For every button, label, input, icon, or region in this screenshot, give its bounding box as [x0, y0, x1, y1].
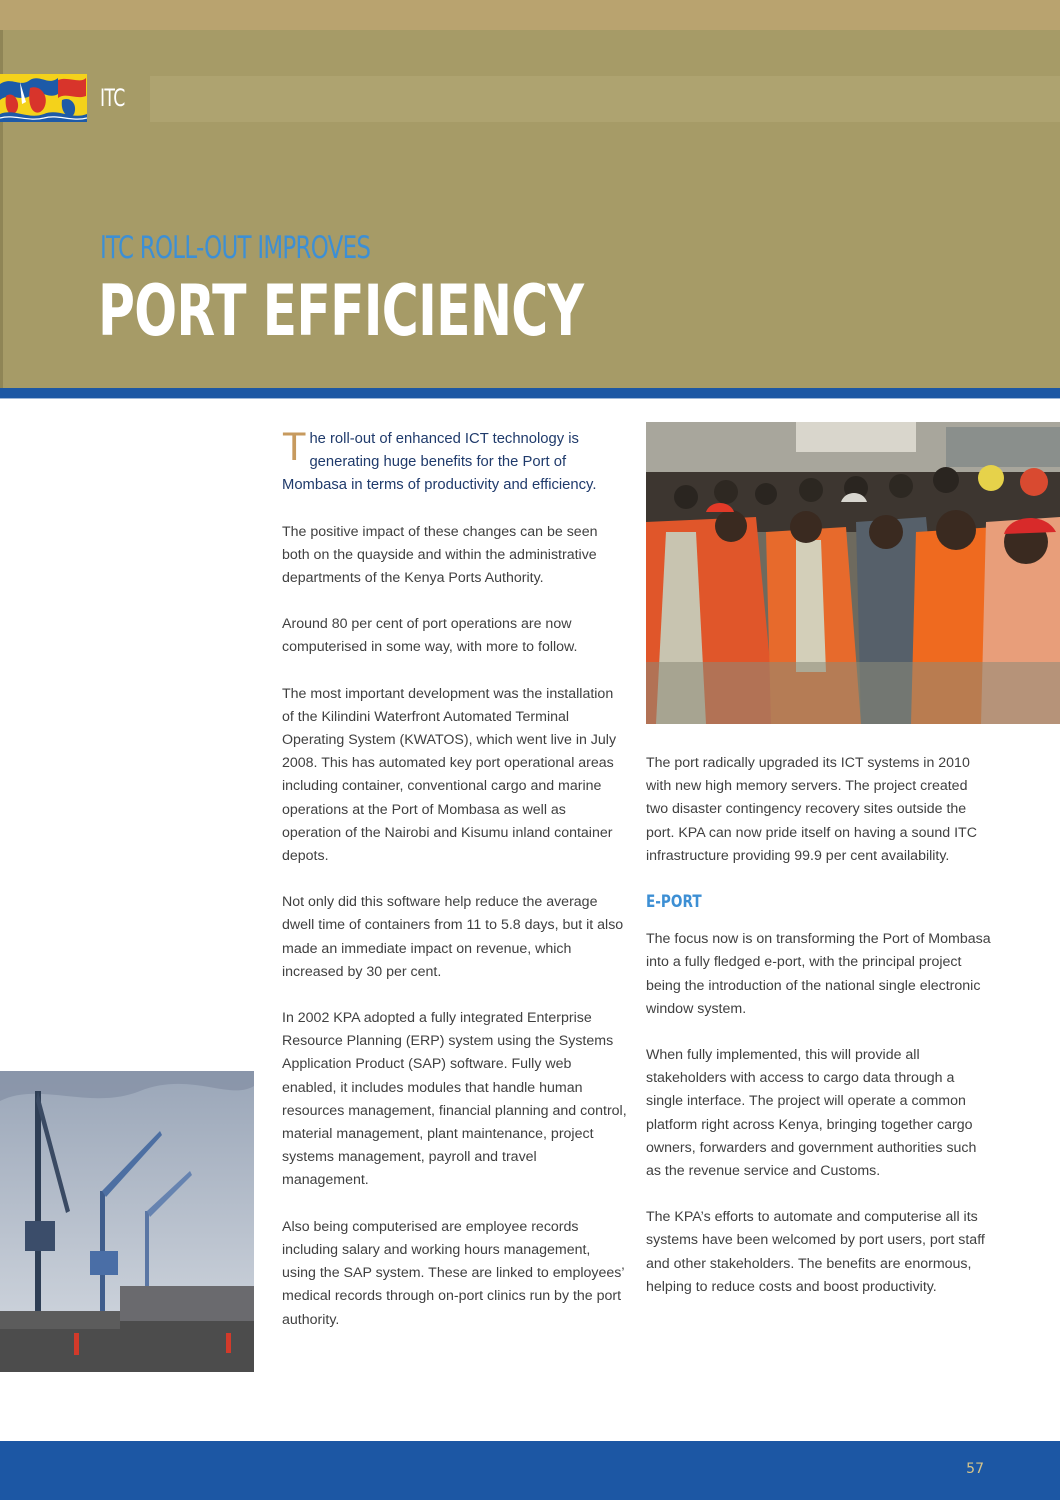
- body-paragraph: Around 80 per cent of port operations are now computerised in some way, with more to follow.: [282, 616, 578, 656]
- section-strip: [150, 76, 1060, 122]
- header-divider-thin: [0, 398, 1060, 399]
- header-top-strip: [0, 0, 1060, 30]
- headline-kicker: ITC ROLL-OUT IMPROVES: [100, 230, 371, 266]
- body-paragraph: The focus now is on transforming the Port of Mombasa into a fully fledged e-port, with the principal project being the introduction of the national single electronic window system.: [646, 931, 991, 1017]
- body-paragraph: In 2002 KPA adopted a fully integrated Enterprise Resource Planning (ERP) system using the Systems Application Product (SAP) software. Fully web enabled, it includes modules that handle human resources management, financial planning and control, material management, plant maintenance, project systems management, payroll and travel management.: [282, 1010, 627, 1189]
- page-number: 57: [966, 1461, 984, 1477]
- drop-cap: T: [282, 425, 307, 469]
- kpa-logo-icon: [0, 74, 87, 122]
- body-paragraph: Also being computerised are employee records including salary and working hours management, using the SAP system. These are linked to employees’ medical records through on-port clinics run by the port authority.: [282, 1218, 624, 1328]
- body-paragraph: When fully implemented, this will provide all stakeholders with access to cargo data through a single interface. The project will operate a common platform right across Kenya, bringing together cargo owners, forwarders and government authorities such as the revenue service and Customs.: [646, 1047, 977, 1180]
- port-workers-photo: [646, 422, 1060, 724]
- article-column-right: [646, 752, 991, 1322]
- article-column-left: [282, 425, 627, 1355]
- port-cranes-photo: [0, 1071, 254, 1372]
- body-paragraph: Not only did this software help reduce the average dwell time of containers from 11 to 5.8 days, but it also made an immediate impact on revenue, which increased by 30 per cent.: [282, 894, 624, 980]
- body-paragraph: The most important development was the installation of the Kilindini Waterfront Automated Terminal Operating System (KWATOS), which went live in July 2008. This has automated key port operational areas including container, conventional cargo and marine operations at the Port of Mombasa as well as operation of the Nairobi and Kisumu inland container depots.: [282, 685, 617, 865]
- section-label: ITC: [100, 84, 125, 112]
- section-subheading: E-PORT: [646, 892, 702, 913]
- lead-text: he roll-out of enhanced ICT technology is generating huge benefits for the Port of Mombasa in terms of productivity and efficiency.: [282, 431, 597, 494]
- body-paragraph: The KPA’s efforts to automate and computerise all its systems have been welcomed by port users, port staff and other stakeholders. The benefits are enormous, helping to reduce costs and boost productivity.: [646, 1209, 985, 1295]
- header-band: [0, 0, 1060, 388]
- lead-paragraph: [282, 425, 627, 498]
- page-title: PORT EFFICIENCY: [98, 270, 584, 352]
- body-paragraph: The positive impact of these changes can be seen both on the quayside and within the administrative departments of the Kenya Ports Authority.: [282, 523, 598, 587]
- header-divider: [0, 388, 1060, 398]
- body-paragraph: The port radically upgraded its ICT systems in 2010 with new high memory servers. The project created two disaster contingency recovery sites outside the port. KPA can now pride itself on having a sound ITC infrastructure providing 99.9 per cent availability.: [646, 755, 977, 864]
- footer-band: [0, 1441, 1060, 1500]
